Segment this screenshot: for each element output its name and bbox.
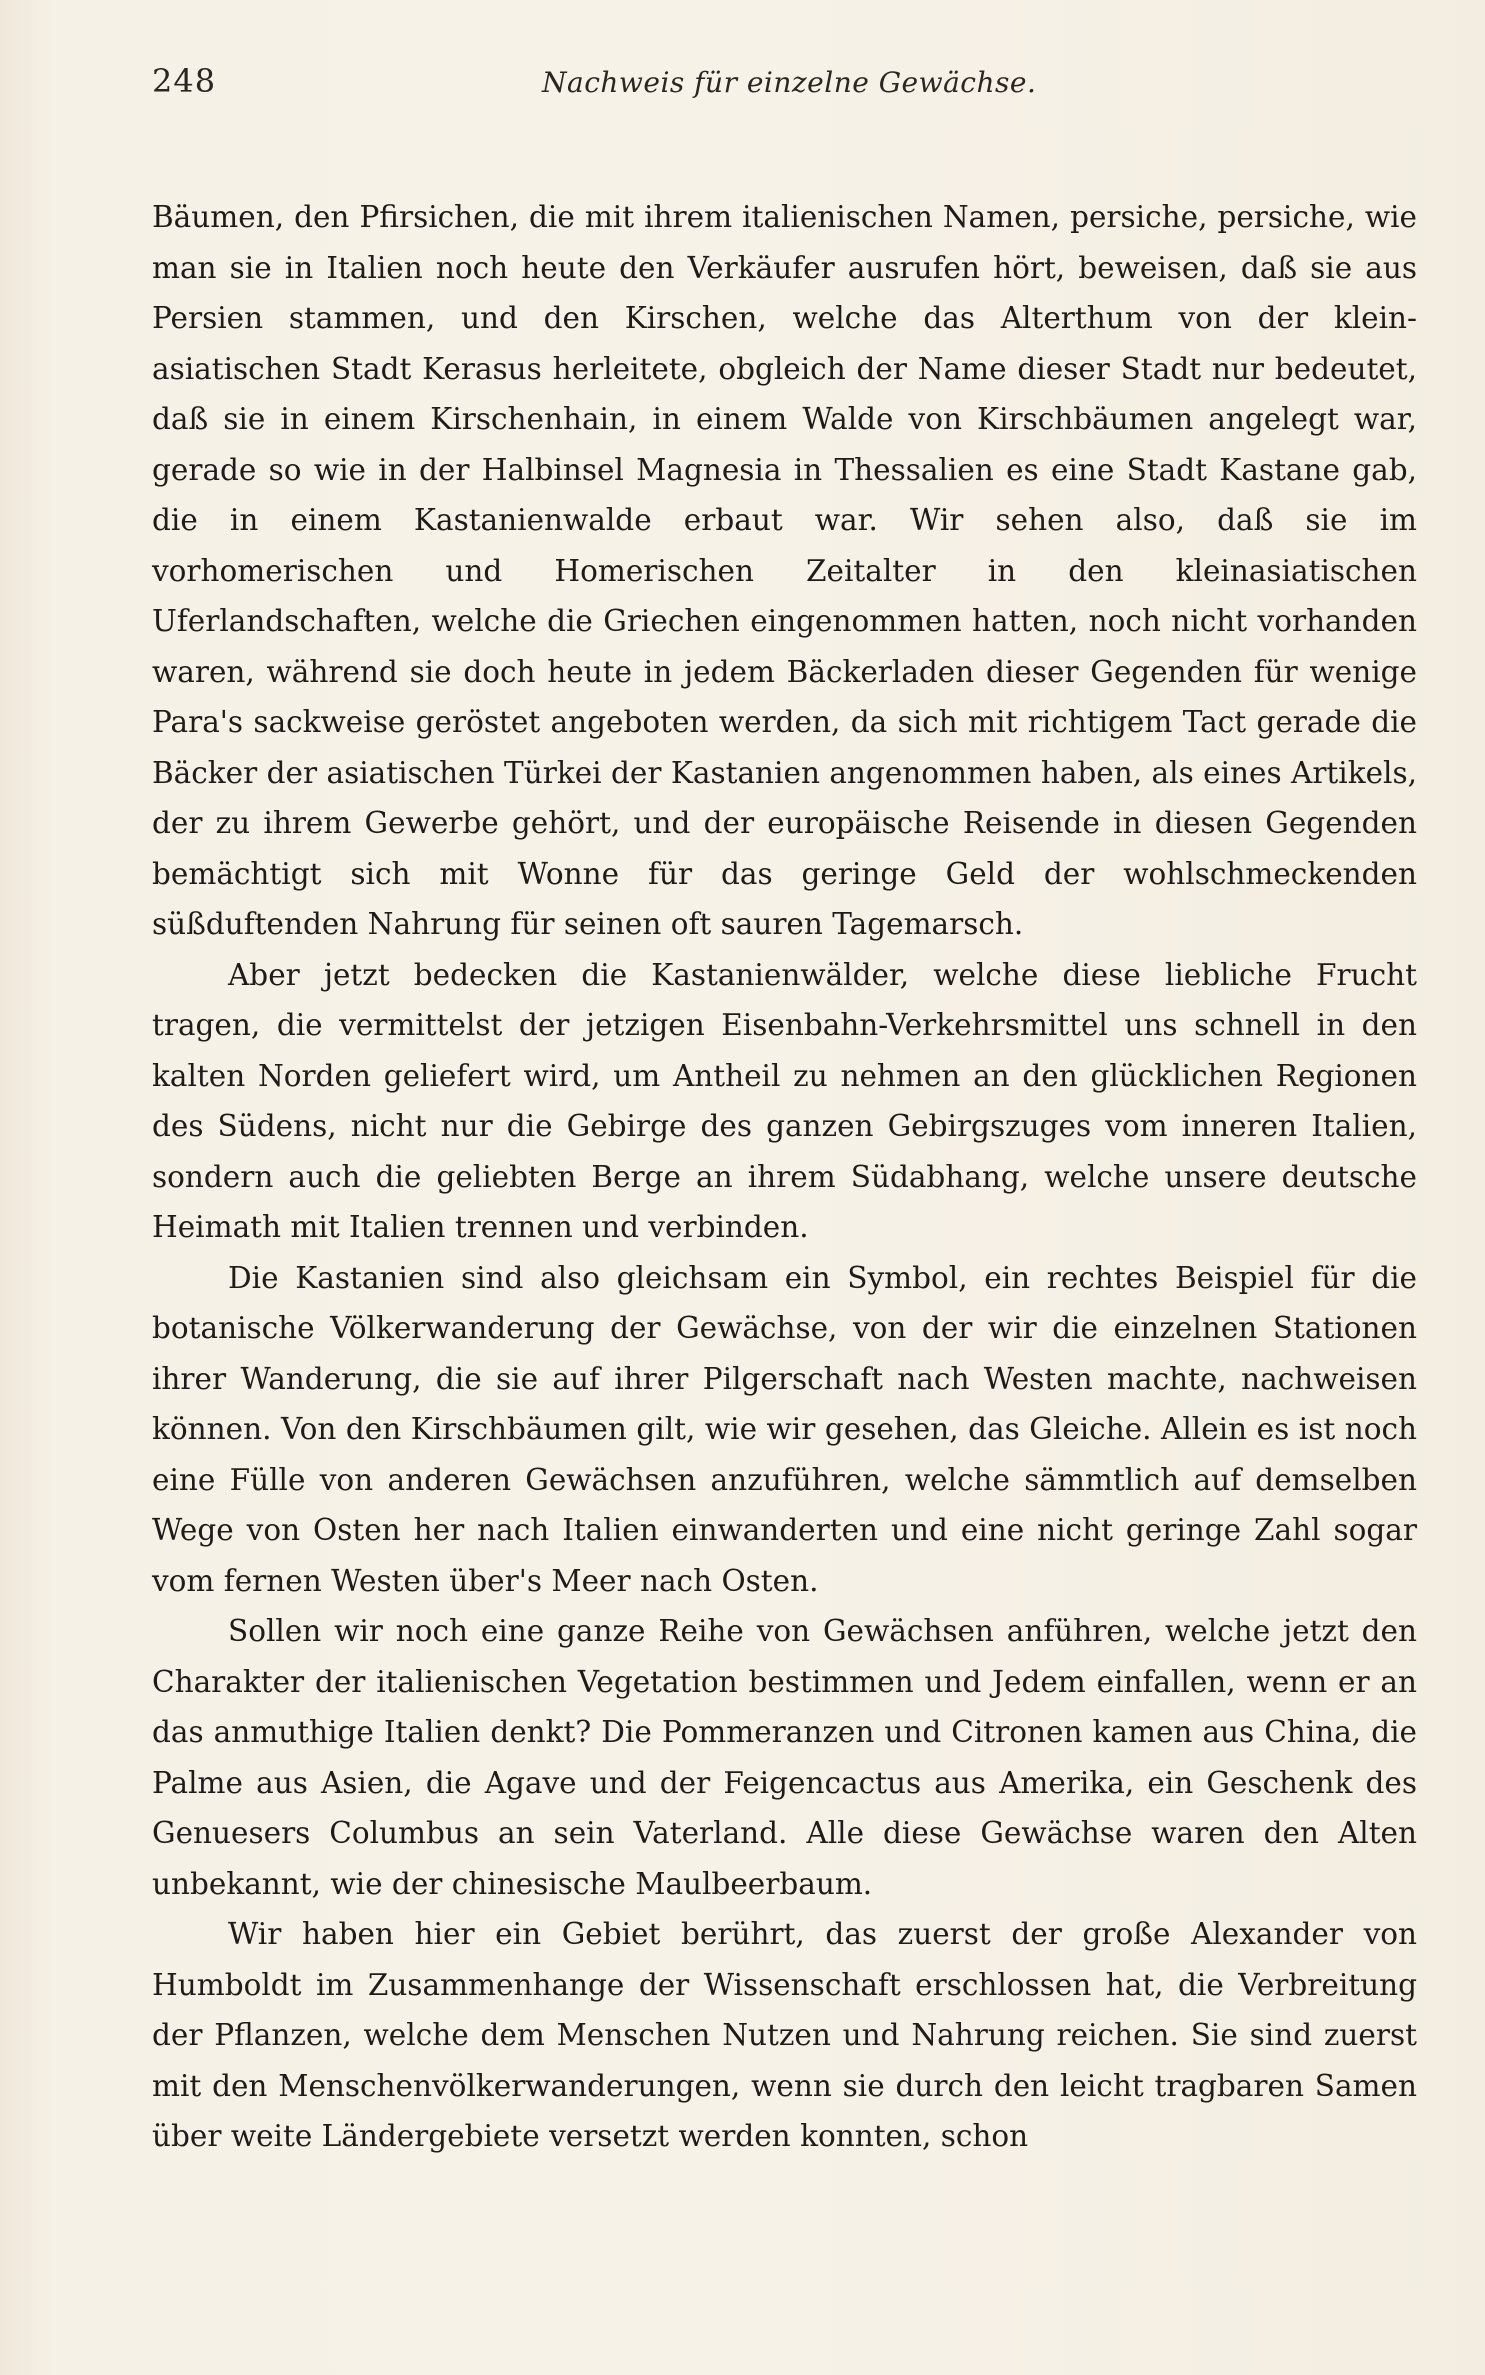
- paragraph-4: Sollen wir noch eine ganze Reihe von Gewächsen anführen, welche jetzt den Charakter der italienischen Vegetation bestimmen und Jedem einfallen, wenn er an das anmuthige Italien denkt? Die Pommeranzen und Citronen kamen aus China, die Palme aus Asien, die Agave und der Feigencactus aus Amerika, ein Geschenk des Genuesers Columbus an sein Vaterland. Alle diese Gewächse waren den Alten unbekannt, wie der chinesische Maulbeerbaum.: [152, 1614, 1417, 1901]
- paragraph-3: Die Kastanien sind also gleichsam ein Symbol, ein rechtes Beispiel für die botanische Völkerwanderung der Gewächse, von der wir die einzelnen Stationen ihrer Wanderung, die sie auf ihrer Pilgerschaft nach Westen machte, nachweisen können. Von den Kirschbäumen gilt, wie wir gesehen, das Gleiche. Allein es ist noch eine Fülle von anderen Gewächsen anzuführen, welche sämmtlich auf demselben Wege von Osten her nach Italien einwanderten und eine nicht geringe Zahl sogar vom fernen Westen über's Meer nach Osten.: [152, 1260, 1417, 1598]
- page-number: 248: [152, 62, 217, 100]
- body-text: [152, 192, 1417, 2162]
- paragraph-1: Bäumen, den Pfirsichen, die mit ihrem italienischen Namen, persiche, persiche, wie man sie in Italien noch heute den Verkäufer ausrufen hört, beweisen, daß sie aus Persien stammen, und den Kirschen, welche das Alterthum von der klein-asiatischen Stadt Kerasus herleitete, obgleich der Name dieser Stadt nur bedeutet, daß sie in einem Kirschenhain, in einem Walde von Kirschbäumen angelegt war, gerade so wie in der Halbinsel Magnesia in Thessalien es eine Stadt Kastane gab, die in einem Kastanienwalde erbaut war. Wir sehen also, daß sie im vorhomerischen und Homerischen Zeitalter in den kleinasiatischen Uferlandschaften, welche die Griechen eingenommen hatten, noch nicht vorhanden waren, während sie doch heute in jedem Bäckerladen dieser Gegenden für wenige Para's sackweise geröstet angeboten werden, da sich mit richtigem Tact gerade die Bäcker der asiatischen Türkei der Kastanien angenommen haben, als eines Artikels, der zu ihrem Gewerbe gehört, und der europäische Reisende in diesen Gegenden bemächtigt sich mit Wonne für das geringe Geld der wohlschmeckenden süßduftenden Nahrung für seinen oft sauren Tagemarsch.: [152, 200, 1417, 941]
- running-title: Nachweis für einzelne Gewächse.: [542, 66, 1037, 99]
- paragraph-2: Aber jetzt bedecken die Kastanienwälder, welche diese liebliche Frucht tragen, die vermittelst der jetzigen Eisenbahn-Verkehrsmittel uns schnell in den kalten Norden geliefert wird, um Antheil zu nehmen an den glücklichen Regionen des Südens, nicht nur die Gebirge des ganzen Gebirgszuges vom inneren Italien, sondern auch die geliebten Berge an ihrem Südabhang, welche unsere deutsche Heimath mit Italien trennen und verbinden.: [152, 957, 1417, 1244]
- running-head: [152, 62, 1415, 114]
- paragraph-5: Wir haben hier ein Gebiet berührt, das zuerst der große Alexander von Humboldt im Zusammenhange der Wissenschaft erschlossen hat, die Verbreitung der Pflanzen, welche dem Menschen Nutzen und Nahrung reichen. Sie sind zuerst mit den Menschenvölkerwanderungen, wenn sie durch den leicht tragbaren Samen über weite Ländergebiete versetzt werden konnten, schon: [152, 1917, 1417, 2153]
